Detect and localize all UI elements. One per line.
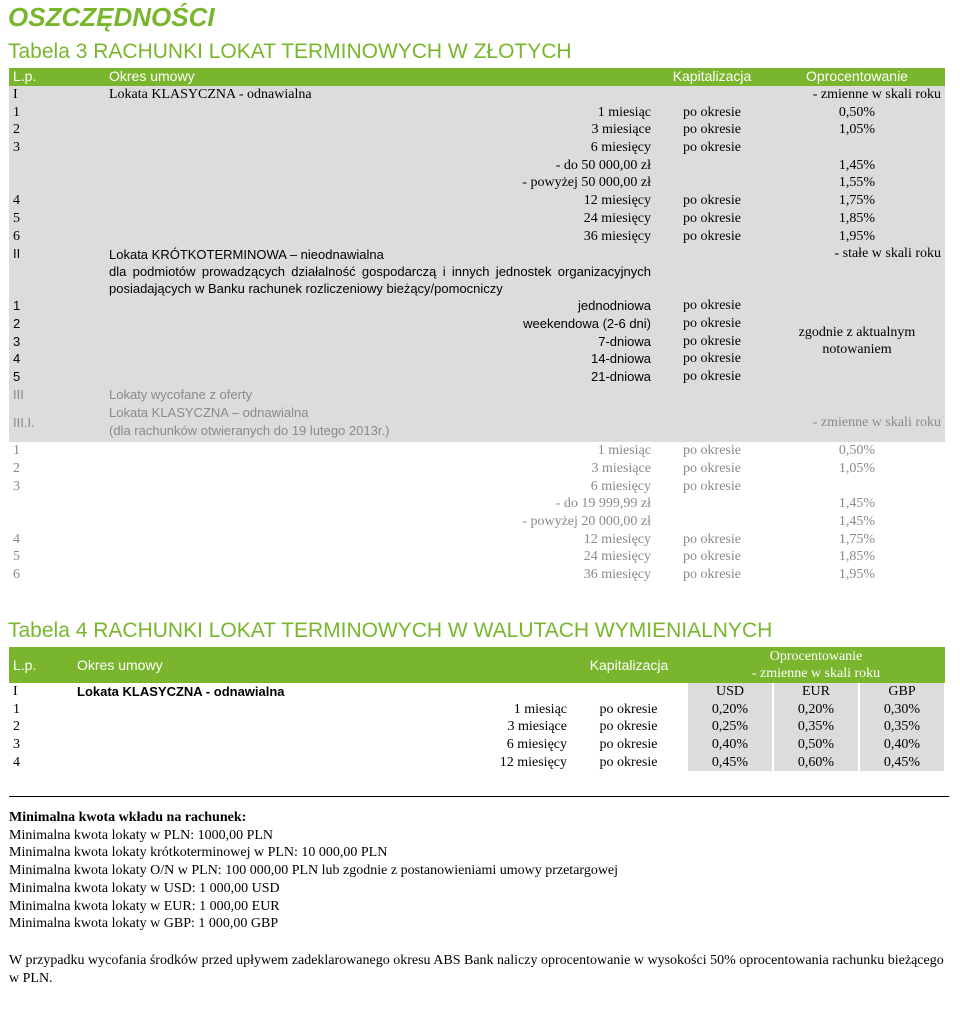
row-capitalization: po okresie xyxy=(683,298,741,314)
row-lp: 4 xyxy=(13,351,21,367)
row-capitalization: po okresie xyxy=(683,122,741,138)
rate-eur: 0,60% xyxy=(773,753,859,771)
header-interest xyxy=(687,647,945,683)
section-rate-note: - stałe w skali roku xyxy=(834,245,941,261)
rate-gbp: 0,45% xyxy=(859,753,945,771)
rate-gbp: 0,30% xyxy=(859,701,945,719)
row-capitalization: po okresie xyxy=(683,567,741,583)
row-period: 1 miesiąc xyxy=(513,701,567,717)
table-row xyxy=(9,227,945,245)
row-capitalization xyxy=(655,513,769,531)
section-lp: I xyxy=(13,684,18,700)
merged-rate: zgodnie z aktualnym notowaniem xyxy=(798,325,916,358)
row-lp xyxy=(9,156,105,174)
section-lp: III xyxy=(13,386,24,402)
rate-gbp: 0,35% xyxy=(859,718,945,736)
row-lp: 5 xyxy=(13,368,21,384)
row-capitalization: po okresie xyxy=(599,701,658,717)
row-rate: 1,95% xyxy=(838,228,876,244)
row-lp: 1 xyxy=(13,298,21,314)
row-lp: 3 xyxy=(13,140,20,156)
rate-eur: 0,35% xyxy=(773,718,859,736)
row-period: - do 50 000,00 zł xyxy=(555,157,651,173)
row-capitalization xyxy=(655,156,769,174)
min-amount-title: Minimalna kwota wkładu na rachunek: xyxy=(9,810,247,825)
row-period: 1 miesiąc xyxy=(597,443,651,459)
row-rate: 1,85% xyxy=(838,210,876,226)
header-interest-title: Oprocentowanie xyxy=(769,649,863,664)
row-period: 36 miesięcy xyxy=(583,228,651,244)
row-rate: 1,75% xyxy=(838,531,876,547)
row-capitalization: po okresie xyxy=(599,754,658,770)
row-period: 1 miesiąc xyxy=(597,104,651,120)
row-lp: 5 xyxy=(13,549,20,565)
table-row xyxy=(9,718,945,736)
header-period: Okres umowy xyxy=(73,647,571,683)
row-period: 12 miesięcy xyxy=(583,531,651,547)
row-capitalization: po okresie xyxy=(599,737,658,753)
rate-eur: 0,50% xyxy=(773,736,859,754)
section-name: Lokata KLASYCZNA - odnawialna xyxy=(77,684,285,700)
row-rate: 1,45% xyxy=(838,157,876,173)
row-lp: 3 xyxy=(13,333,21,349)
row-period: 6 miesięcy xyxy=(590,478,651,494)
page-title: OSZCZĘDNOŚCI xyxy=(8,2,215,32)
row-capitalization xyxy=(655,495,769,513)
row-period: 6 miesięcy xyxy=(506,737,567,753)
table4 xyxy=(9,647,946,771)
header-capitalization: Kapitalizacja xyxy=(571,647,687,683)
row-rate: 1,85% xyxy=(838,549,876,565)
header-period: Okres umowy xyxy=(105,68,655,86)
rate-usd: 0,25% xyxy=(687,718,773,736)
row-period: - powyżej 20 000,00 zł xyxy=(522,514,651,530)
row-lp: 4 xyxy=(13,531,20,547)
row-period: - do 19 999,99 zł xyxy=(555,496,651,512)
table4-title: Tabela 4 RACHUNKI LOKAT TERMINOWYCH W WALUTACH WYMIENIALNYCH xyxy=(8,619,773,642)
row-capitalization: po okresie xyxy=(683,443,741,459)
table-row xyxy=(9,121,945,139)
row-lp: 3 xyxy=(13,737,20,753)
row-lp: 1 xyxy=(13,443,20,459)
section-lp: I xyxy=(13,87,18,103)
table-row xyxy=(9,530,945,548)
table-row xyxy=(9,566,945,584)
row-rate: 1,45% xyxy=(838,496,876,512)
table-row xyxy=(9,297,945,315)
table-row xyxy=(9,210,945,228)
row-rate: 1,75% xyxy=(838,193,876,209)
rate-usd: 0,45% xyxy=(687,753,773,771)
min-amount-line: Minimalna kwota lokaty O/N w PLN: 100 000,00 PLN lub zgodnie z postanowieniami umowy przetargowej xyxy=(9,863,619,879)
row-lp xyxy=(9,513,105,531)
table-row xyxy=(9,753,945,771)
min-amount-line: Minimalna kwota lokaty w PLN: 1000,00 PLN xyxy=(9,827,274,843)
section-row xyxy=(9,385,945,403)
currency-eur: EUR xyxy=(773,683,859,701)
row-period: 3 miesiące xyxy=(591,461,651,477)
min-amount-line: Minimalna kwota lokaty w USD: 1 000,00 USD xyxy=(9,880,280,896)
row-lp: 6 xyxy=(13,228,20,244)
row-period: 21-dniowa xyxy=(591,368,651,384)
table3-title: Tabela 3 RACHUNKI LOKAT TERMINOWYCH W ZŁOTYCH xyxy=(8,40,572,63)
table4-header-row xyxy=(9,647,945,683)
row-lp xyxy=(9,495,105,513)
section-rate-note: - zmienne w skali roku xyxy=(812,415,941,430)
row-capitalization: po okresie xyxy=(683,315,741,331)
currency-gbp: GBP xyxy=(859,683,945,701)
section-name: Lokata KLASYCZNA – odnawialna xyxy=(109,405,309,420)
row-lp: 3 xyxy=(13,478,20,494)
row-lp: 6 xyxy=(13,567,20,583)
row-lp: 1 xyxy=(13,701,20,717)
row-capitalization: po okresie xyxy=(599,719,658,735)
rate-gbp: 0,40% xyxy=(859,736,945,754)
table-row xyxy=(9,460,945,478)
table-row xyxy=(9,156,945,174)
section-row xyxy=(9,86,945,104)
table-row xyxy=(9,548,945,566)
table-row xyxy=(9,701,945,719)
table3 xyxy=(9,68,945,584)
row-rate: 1,05% xyxy=(838,122,876,138)
row-rate: 1,05% xyxy=(838,461,876,477)
row-lp: 2 xyxy=(13,719,20,735)
header-interest: Oprocentowanie xyxy=(769,68,945,86)
section-description: dla podmiotów prowadzących działalność gospodarczą i innych jednostek organizacyjnych posiadających w Banku rachunek rozliczeniowy bieżący/pomocniczy xyxy=(109,263,651,296)
row-period: 24 miesięcy xyxy=(583,549,651,565)
min-amount-line: Minimalna kwota lokaty w GBP: 1 000,00 GBP xyxy=(9,916,279,932)
row-lp: 5 xyxy=(13,210,20,226)
row-period: 24 miesięcy xyxy=(583,210,651,226)
table-row xyxy=(9,103,945,121)
row-lp: 2 xyxy=(13,315,21,331)
row-period: 6 miesięcy xyxy=(590,140,651,156)
row-period: 14-dniowa xyxy=(591,351,651,367)
row-lp: 2 xyxy=(13,461,20,477)
row-capitalization: po okresie xyxy=(683,228,741,244)
table-row xyxy=(9,736,945,754)
header-capitalization: Kapitalizacja xyxy=(655,68,769,86)
notes-section xyxy=(9,796,949,987)
row-period: 36 miesięcy xyxy=(583,567,651,583)
rate-usd: 0,40% xyxy=(687,736,773,754)
section-row xyxy=(9,403,945,442)
section-name: Lokata KLASYCZNA - odnawialna xyxy=(109,87,312,103)
row-capitalization: po okresie xyxy=(683,549,741,565)
rate-usd: 0,20% xyxy=(687,701,773,719)
row-rate: 0,50% xyxy=(838,443,876,459)
row-period: 3 miesiące xyxy=(507,719,567,735)
table-row xyxy=(9,192,945,210)
section-lp: III.I. xyxy=(13,415,35,430)
header-interest-sub: - zmienne w skali roku xyxy=(751,666,881,681)
row-capitalization xyxy=(655,174,769,192)
row-capitalization: po okresie xyxy=(683,140,741,156)
table-row xyxy=(9,495,945,513)
row-rate: 1,55% xyxy=(838,175,876,191)
table-row xyxy=(9,513,945,531)
min-amount-line: Minimalna kwota lokaty w EUR: 1 000,00 EUR xyxy=(9,898,280,914)
row-rate xyxy=(769,139,945,157)
row-capitalization: po okresie xyxy=(683,333,741,349)
section-row xyxy=(9,683,945,701)
row-rate: 0,50% xyxy=(838,104,876,120)
row-capitalization: po okresie xyxy=(683,351,741,367)
table-row xyxy=(9,477,945,495)
section-name: Lokata KRÓTKOTERMINOWA – nieodnawialna xyxy=(109,246,384,262)
row-period: jednodniowa xyxy=(577,298,651,314)
section-content xyxy=(105,403,655,442)
section-name: Lokaty wycofane z oferty xyxy=(109,386,253,402)
footnote: W przypadku wycofania środków przed upływem zadeklarowanego okresu ABS Bank naliczy oprocentowanie w wysokości 50% oprocentowania rachunku bieżącego w PLN. xyxy=(9,952,944,986)
row-rate xyxy=(769,477,945,495)
currency-usd: USD xyxy=(687,683,773,701)
section-row xyxy=(9,245,945,297)
row-period: 3 miesiące xyxy=(591,122,651,138)
row-period: 7-dniowa xyxy=(598,333,651,349)
row-capitalization: po okresie xyxy=(683,461,741,477)
row-lp: 1 xyxy=(13,104,20,120)
section-lp: II xyxy=(13,245,21,261)
row-capitalization: po okresie xyxy=(683,104,741,120)
section-subtitle: (dla rachunków otwieranych do 19 lutego 2013r.) xyxy=(109,423,390,438)
row-period: - powyżej 50 000,00 zł xyxy=(522,175,651,191)
table-row xyxy=(9,139,945,157)
row-capitalization: po okresie xyxy=(683,193,741,209)
row-period: 12 miesięcy xyxy=(583,193,651,209)
row-capitalization: po okresie xyxy=(683,368,741,384)
row-capitalization: po okresie xyxy=(683,531,741,547)
row-lp: 4 xyxy=(13,193,20,209)
row-lp: 2 xyxy=(13,122,20,138)
table-row xyxy=(9,174,945,192)
header-lp: L.p. xyxy=(9,68,105,86)
row-rate: 1,95% xyxy=(838,567,876,583)
min-amount-line: Minimalna kwota lokaty krótkoterminowej w PLN: 10 000,00 PLN xyxy=(9,845,388,861)
row-lp: 4 xyxy=(13,754,20,770)
row-capitalization: po okresie xyxy=(683,478,741,494)
rate-eur: 0,20% xyxy=(773,701,859,719)
row-period: weekendowa (2-6 dni) xyxy=(523,315,651,331)
table3-header-row xyxy=(9,68,945,86)
row-rate: 1,45% xyxy=(838,514,876,530)
row-capitalization: po okresie xyxy=(683,210,741,226)
row-lp xyxy=(9,174,105,192)
table-row xyxy=(9,442,945,460)
section-content xyxy=(105,245,655,297)
row-period: 12 miesięcy xyxy=(499,754,567,770)
header-lp: L.p. xyxy=(9,647,73,683)
section-rate-note: - zmienne w skali roku xyxy=(812,87,941,103)
